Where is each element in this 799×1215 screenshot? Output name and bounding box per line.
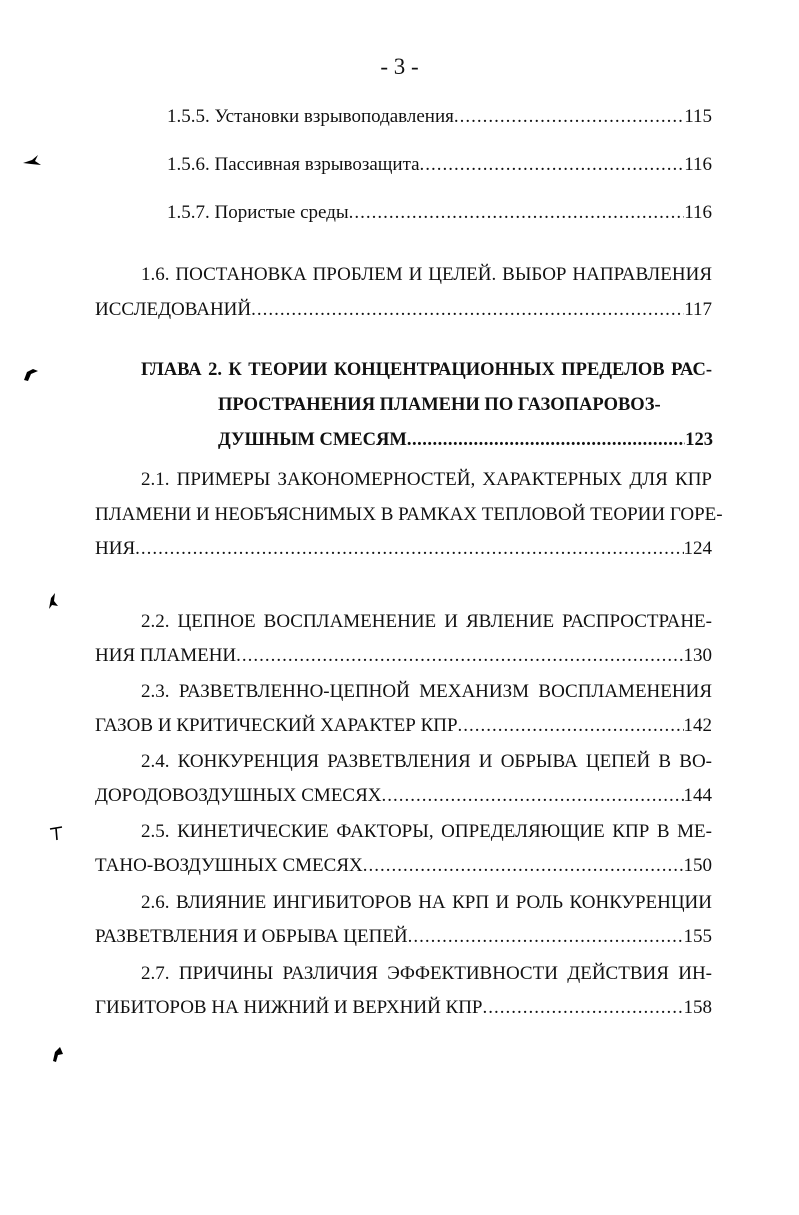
toc-leader-dots: [236, 644, 683, 668]
toc-entry-1-6-line2: [95, 298, 712, 322]
toc-entry-text: РАЗВЕТВЛЕНИЯ И ОБРЫВА ЦЕПЕЙ: [95, 926, 408, 947]
toc-page-number: 116: [684, 202, 712, 223]
toc-page-number: 117: [684, 299, 712, 320]
toc-entry-2-2-line2: [95, 644, 712, 668]
toc-entry-2-7-line2: [95, 996, 712, 1020]
toc-entry-2-2-line1: 2.2. ЦЕПНОЕ ВОСПЛАМЕНЕНИЕ И ЯВЛЕНИЕ РАСПРОСТРАНЕ-: [141, 611, 712, 632]
toc-entry-text: ДОРОДОВОЗДУШНЫХ СМЕСЯХ: [95, 785, 382, 806]
toc-entry-1-6-line1: 1.6. ПОСТАНОВКА ПРОБЛЕМ И ЦЕЛЕЙ. ВЫБОР НАПРАВЛЕНИЯ: [141, 264, 712, 285]
toc-entry-2-1-line3: [95, 537, 712, 561]
toc-page-number: 150: [683, 855, 712, 876]
toc-leader-dots: [454, 105, 684, 129]
toc-page-number: 123: [685, 430, 713, 450]
toc-entry-text: НИЯ ПЛАМЕНИ: [95, 645, 237, 666]
chapter-2-heading-line1: ГЛАВА 2. К ТЕОРИИ КОНЦЕНТРАЦИОННЫХ ПРЕДЕЛОВ РАС-: [141, 360, 712, 380]
toc-leader-dots: [483, 996, 684, 1020]
toc-entry-text: ГАЗОВ И КРИТИЧЕСКИЙ ХАРАКТЕР КПР: [95, 715, 458, 736]
toc-entry-2-6-line2: [95, 925, 712, 949]
toc-entry-1-5-6: [167, 153, 712, 177]
toc-entry-1-5-7: [167, 201, 712, 225]
toc-leader-dots: [135, 537, 683, 561]
toc-entry-2-5-line1: 2.5. КИНЕТИЧЕСКИЕ ФАКТОРЫ, ОПРЕДЕЛЯЮЩИЕ КПР В МЕ-: [141, 821, 712, 842]
toc-page-number: 130: [683, 645, 712, 666]
chapter-2-heading-line2: ПРОСТРАНЕНИЯ ПЛАМЕНИ ПО ГАЗОПАРОВОЗ-: [218, 395, 661, 415]
toc-entry-text: 1.5.5. Установки взрывоподавления: [167, 106, 454, 127]
toc-entry-text: ИССЛЕДОВАНИЙ: [95, 299, 252, 320]
toc-entry-2-3-line2: [95, 714, 712, 738]
toc-leader-dots: [363, 854, 684, 878]
toc-page-number: 158: [683, 997, 712, 1018]
toc-leader-dots: [251, 298, 684, 322]
toc-entry-2-4-line1: 2.4. КОНКУРЕНЦИЯ РАЗВЕТВЛЕНИЯ И ОБРЫВА ЦЕПЕЙ В ВО-: [141, 751, 712, 772]
toc-page-number: 115: [684, 106, 712, 127]
toc-page-number: 116: [684, 154, 712, 175]
scan-speck-icon: [22, 366, 40, 382]
toc-entry-2-3-line1: 2.3. РАЗВЕТВЛЕННО-ЦЕПНОЙ МЕХАНИЗМ ВОСПЛАМЕНЕНИЯ: [141, 681, 712, 702]
toc-page-number: 124: [683, 538, 712, 559]
toc-entry-2-1-line2: ПЛАМЕНИ И НЕОБЪЯСНИМЫХ В РАМКАХ ТЕПЛОВОЙ ТЕОРИИ ГОРЕ-: [95, 504, 723, 525]
toc-entry-1-5-5: [167, 105, 712, 129]
toc-entry-text: НИЯ: [95, 538, 136, 559]
toc-leader-dots: [408, 925, 684, 949]
toc-entry-text: 1.5.6. Пассивная взрывозащита: [167, 154, 420, 175]
toc-entry-text: 1.5.7. Пористые среды: [167, 202, 349, 223]
toc-page-number: 142: [683, 715, 712, 736]
toc-leader-dots: [382, 784, 684, 808]
toc-entry-2-5-line2: [95, 854, 712, 878]
toc-page-number: 155: [683, 926, 712, 947]
scan-speck-icon: [50, 1045, 66, 1063]
scan-speck-icon: [22, 153, 42, 169]
toc-entry-2-6-line1: 2.6. ВЛИЯНИЕ ИНГИБИТОРОВ НА КРП И РОЛЬ КОНКУРЕНЦИИ: [141, 892, 712, 913]
page-number: - 3 -: [380, 54, 419, 79]
toc-entry-text: ТАНО-ВОЗДУШНЫХ СМЕСЯХ: [95, 855, 363, 876]
toc-entry-2-4-line2: [95, 784, 712, 808]
toc-leader-dots: [407, 428, 685, 452]
toc-entry-2-1-line1: 2.1. ПРИМЕРЫ ЗАКОНОМЕРНОСТЕЙ, ХАРАКТЕРНЫХ ДЛЯ КПР: [141, 469, 712, 490]
scan-speck-icon: [48, 824, 64, 842]
toc-entry-text: ДУШНЫМ СМЕСЯМ: [218, 430, 407, 450]
toc-entry-text: ГИБИТОРОВ НА НИЖНИЙ И ВЕРХНИЙ КПР: [95, 997, 483, 1018]
chapter-2-heading-line3: [218, 428, 713, 452]
toc-leader-dots: [458, 714, 684, 738]
toc-page-number: 144: [683, 785, 712, 806]
scan-speck-icon: [46, 592, 60, 610]
toc-entry-2-7-line1: 2.7. ПРИЧИНЫ РАЗЛИЧИЯ ЭФФЕКТИВНОСТИ ДЕЙСТВИЯ ИН-: [141, 963, 712, 984]
toc-leader-dots: [349, 201, 685, 225]
toc-leader-dots: [420, 153, 685, 177]
